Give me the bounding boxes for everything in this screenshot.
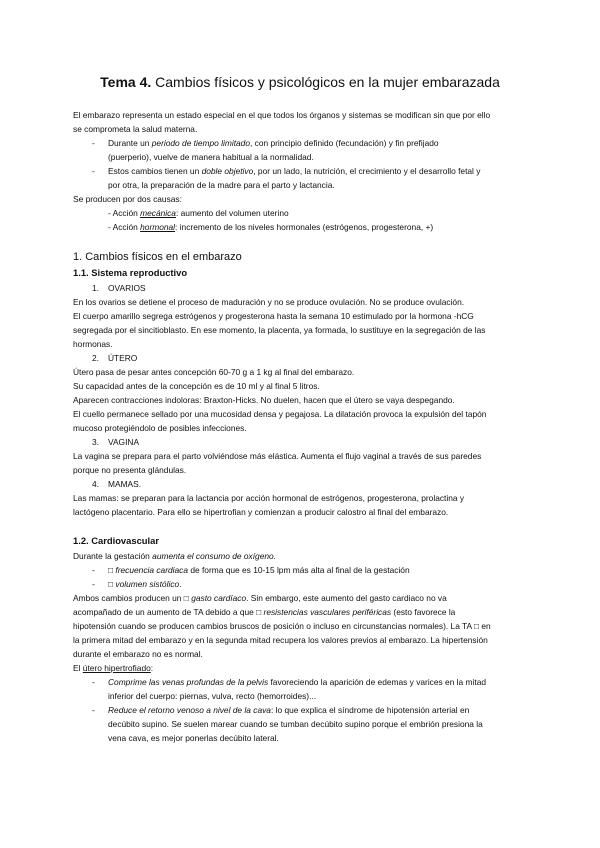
page-title bbox=[0, 74, 600, 90]
uterus-effect-1a: Comprime las venas profundas de la pelvis favoreciendo la aparición de edemas y varices en la mitad bbox=[108, 677, 487, 687]
intro-bullet-2a: Estos cambios tienen un doble objetivo, por un lado, la nutrición, el crecimiento y el desarrollo fetal y bbox=[108, 166, 481, 176]
utero-line-3: Aparecen contracciones indoloras: Braxton-Hicks. No duelen, hacen que el útero se vaya despegando. bbox=[73, 395, 455, 405]
ovarios-line-1: En los ovarios se detiene el proceso de maduración y no se produce ovulación. No se produce ovulación. bbox=[73, 297, 465, 307]
utero-line-2: Su capacidad antes de la concepción es de 10 ml y al final 5 litros. bbox=[73, 381, 320, 391]
bullet-dash: - bbox=[92, 138, 95, 148]
ovarios-num: 1. bbox=[92, 283, 99, 293]
uterus-effect-1b: inferior del cuerpo: piernas, vulva, recto (hemorroides)... bbox=[108, 691, 317, 701]
mamas-line-2: lactógeno placentario. Para ello se hipertrofian y comienzan a producir calostro al final del embarazo. bbox=[73, 507, 449, 517]
bullet-dash: - bbox=[92, 565, 95, 575]
cardio-para-3: hipotensión cuando se producen cambios bruscos de posición o incluso en circunstancias normales). La TA □ en bbox=[73, 621, 491, 631]
intro-bullet-1a: Durante un periodo de tiempo limitado, con principio definido (fecundación) y fin prefijado bbox=[108, 138, 439, 148]
intro-line-1: El embarazo representa un estado especial en el que todos los órganos y sistemas se modifican sin que por ello bbox=[73, 110, 491, 120]
utero-num: 2. bbox=[92, 353, 99, 363]
cardio-line-1: Durante la gestación aumenta el consumo de oxígeno. bbox=[73, 551, 277, 561]
mamas-num: 4. bbox=[92, 479, 99, 489]
utero-line-1: Útero pasa de pesar antes concepción 60-70 g a 1 kg al final del embarazo. bbox=[73, 367, 355, 377]
bullet-dash: - bbox=[92, 705, 95, 715]
intro-line-2: se comprometa la salud materna. bbox=[73, 124, 198, 134]
cardio-para-1: Ambos cambios producen un □ gasto cardíaco. Sin embargo, este aumento del gasto cardiaco no va bbox=[73, 593, 447, 603]
bullet-dash: - bbox=[92, 166, 95, 176]
ovarios-line-4: hormonas. bbox=[73, 339, 113, 349]
cardio-bullet-1: □ frecuencia cardiaca de forma que es 10-15 lpm más alta al final de la gestación bbox=[108, 565, 410, 575]
mamas-line-1: Las mamas: se preparan para la lactancia por acción hormonal de estrógenos, progesterona, prolactina y bbox=[73, 493, 465, 503]
uterus-effect-2c: vena cava, es mejor ponerlas decúbito lateral. bbox=[108, 733, 279, 743]
cardio-bullet-2: □ volumen sistólico. bbox=[108, 579, 182, 589]
cause-2: - Acción hormonal: incremento de los niveles hormonales (estrógenos, progesterona, +) bbox=[108, 222, 434, 232]
causes-line: Se producen por dos causas: bbox=[73, 194, 182, 204]
uterus-effect-2a: Reduce el retorno venoso a nivel de la cava: lo que explica el síndrome de hipotensión arterial en bbox=[108, 705, 470, 715]
vagina-line-2: porque no presenta glándulas. bbox=[73, 465, 187, 475]
ovarios-title: OVARIOS bbox=[108, 283, 146, 293]
uterus-hypertrophy-line: El útero hipertrofiado: bbox=[73, 663, 154, 673]
title-prefix: Tema 4. bbox=[100, 74, 152, 90]
ovarios-line-2: El cuerpo amarillo segrega estrógenos y progesterona hasta la semana 10 estimulado por la hormona -hCG bbox=[73, 311, 474, 321]
utero-line-4: El cuello permanece sellado por una mucosidad densa y pegajosa. La dilatación provoca la expulsión del tapón bbox=[73, 409, 487, 419]
mamas-title: MAMAS. bbox=[108, 479, 142, 489]
cardio-para-2: acompañado de un aumento de TA debido a que □ resistencias vasculares periféricas (esto favorece la bbox=[73, 607, 456, 617]
utero-line-5: mucoso protegiéndolo de posibles infecciones. bbox=[73, 423, 247, 433]
bullet-dash: - bbox=[92, 677, 95, 687]
cardio-para-5: durante el embarazo no es normal. bbox=[73, 649, 203, 659]
title-text: Cambios físicos y psicológicos en la mujer embarazada bbox=[155, 74, 500, 90]
vagina-num: 3. bbox=[92, 437, 99, 447]
intro-bullet-2b: por otra, la preparación de la madre para el parto y lactancia. bbox=[108, 180, 335, 190]
vagina-title: VAGINA bbox=[108, 437, 140, 447]
vagina-line-1: La vagina se prepara para el parto volviéndose más elástica. Aumenta el flujo vaginal a través de sus paredes bbox=[73, 451, 482, 461]
section-1-1-heading: 1.1. Sistema reproductivo bbox=[73, 267, 188, 278]
bullet-dash: - bbox=[92, 579, 95, 589]
ovarios-line-3: segregada por el sincitioblasto. En ese momento, la placenta, ya formada, lo sustituye en la segregación de las bbox=[73, 325, 486, 335]
intro-bullet-1b: (puerperio), vuelve de manera habitual a la normalidad. bbox=[108, 152, 314, 162]
section-1-heading: 1. Cambios físicos en el embarazo bbox=[73, 251, 242, 263]
utero-title: ÚTERO bbox=[108, 353, 138, 363]
cardio-para-4: la primera mitad del embarazo y en la segunda mitad recupera los valores previos al embarazo. La hipertensión bbox=[73, 635, 488, 645]
uterus-effect-2b: decúbito supino. Se suelen marear cuando se tumban decúbito supino porque el embrión presiona la bbox=[108, 719, 483, 729]
section-1-2-heading: 1.2. Cardiovascular bbox=[73, 535, 159, 546]
cause-1: - Acción mecánica: aumento del volumen uterino bbox=[108, 208, 289, 218]
